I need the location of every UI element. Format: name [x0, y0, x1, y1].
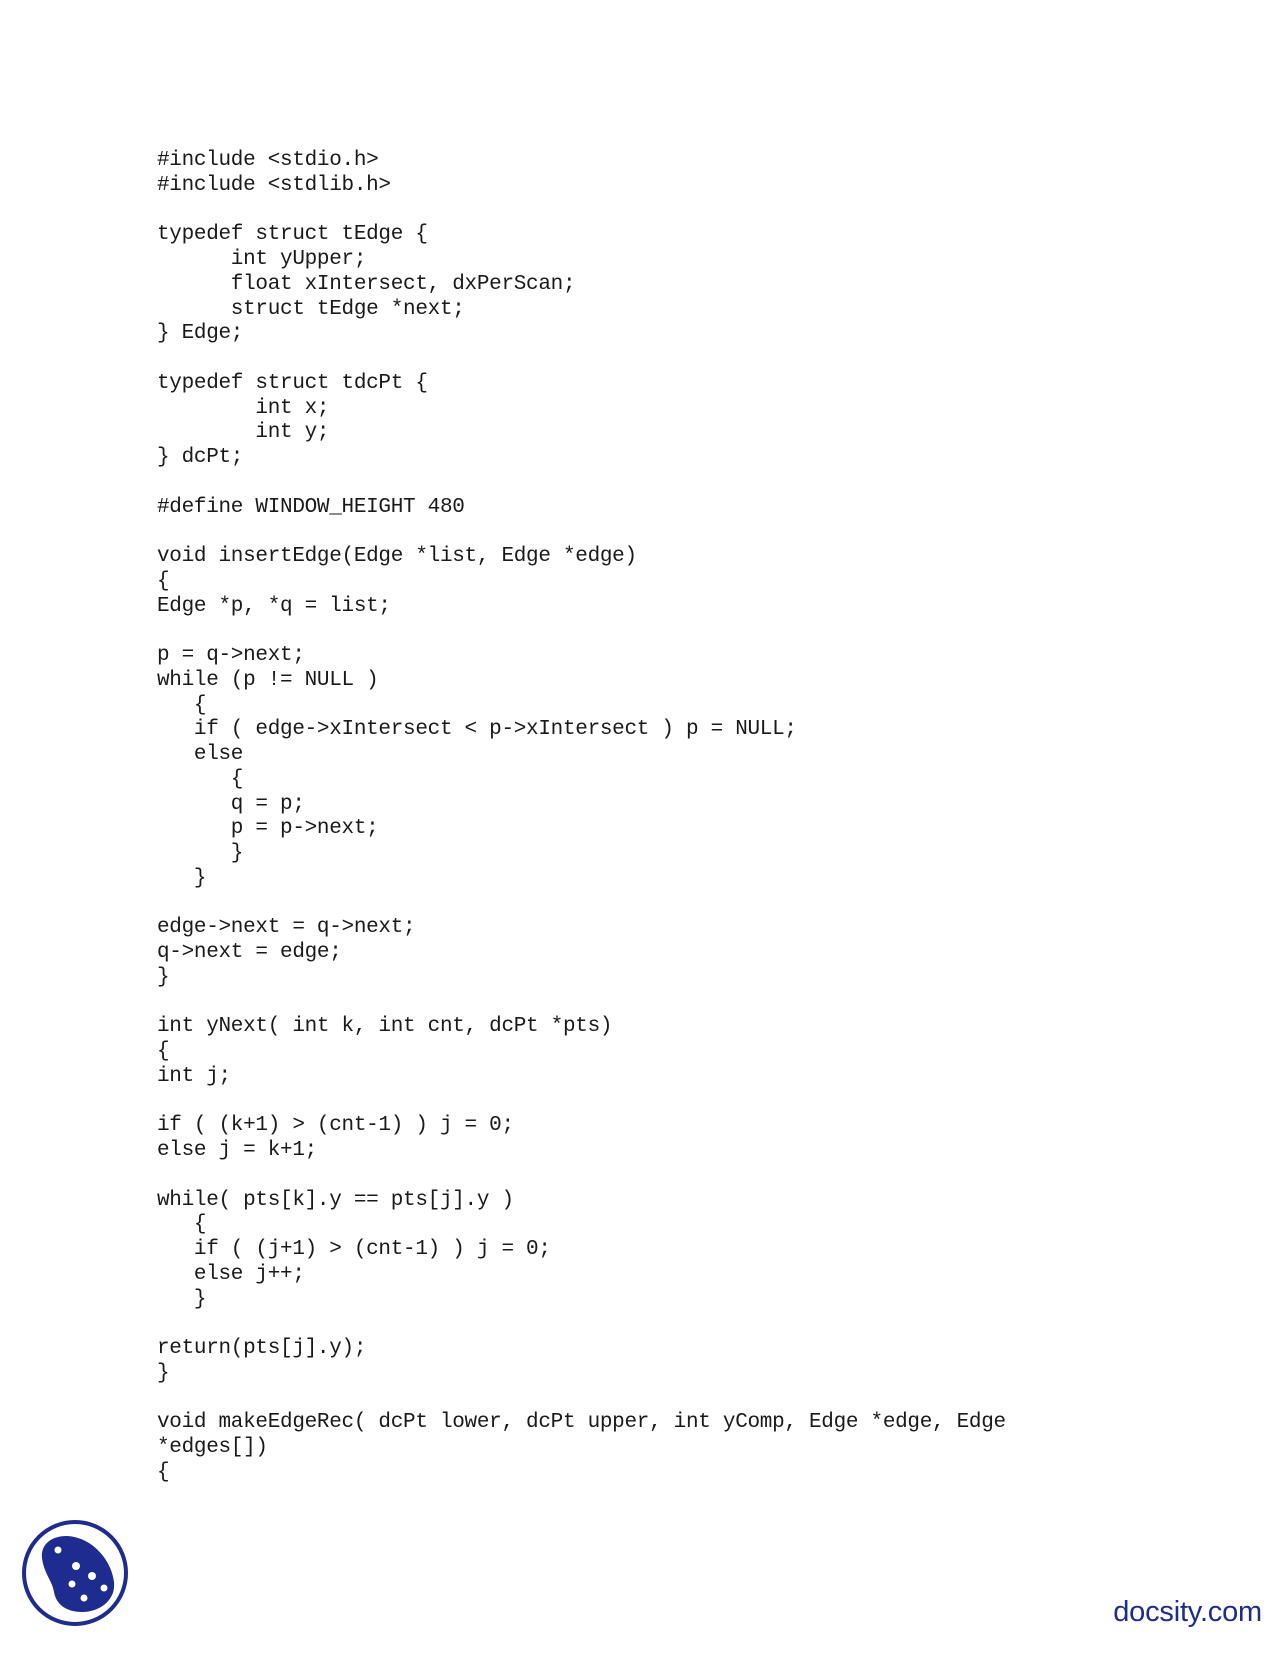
- code-line: int j;: [157, 1064, 231, 1088]
- code-line: typedef struct tEdge {: [157, 223, 428, 247]
- code-line: }: [157, 965, 170, 989]
- code-line: {: [157, 1040, 170, 1063]
- code-block: [157, 149, 1006, 1486]
- code-line: [157, 892, 1006, 917]
- code-line: {: [157, 767, 244, 791]
- code-line: {: [157, 1460, 170, 1484]
- code-line: [157, 199, 1006, 224]
- code-line: [157, 1090, 1006, 1115]
- code-line: [157, 1164, 1006, 1189]
- code-line: #define WINDOW_HEIGHT 480: [157, 495, 465, 519]
- code-line: if ( (j+1) > (cnt-1) ) j = 0;: [157, 1238, 551, 1261]
- code-line: [157, 1312, 1006, 1337]
- code-line: p = q->next;: [157, 644, 305, 667]
- code-line: }: [157, 842, 244, 865]
- code-line: } dcPt;: [157, 446, 244, 469]
- code-line: struct tEdge *next;: [157, 297, 465, 321]
- code-line: [157, 471, 1006, 496]
- code-line: #include <stdio.h>: [157, 149, 379, 172]
- code-line: int x;: [157, 396, 330, 420]
- code-line: Edge *p, *q = list;: [157, 594, 391, 618]
- docsity-brand-link[interactable]: docsity.com: [1113, 1596, 1262, 1628]
- code-line: edge->next = q->next;: [157, 916, 416, 940]
- code-line: if ( edge->xIntersect < p->xIntersect ) p = NULL;: [157, 718, 797, 742]
- code-line: int yUpper;: [157, 248, 367, 271]
- code-line: while( pts[k].y == pts[j].y ): [157, 1188, 514, 1212]
- code-line: #include <stdlib.h>: [157, 173, 391, 197]
- code-line: int y;: [157, 421, 330, 445]
- code-line: {: [157, 693, 207, 717]
- code-line: p = p->next;: [157, 817, 379, 841]
- docsity-logo-icon: [20, 1518, 130, 1628]
- code-line: while (p != NULL ): [157, 668, 379, 692]
- code-line: [157, 619, 1006, 644]
- code-line: [157, 520, 1006, 545]
- code-line: int yNext( int k, int cnt, dcPt *pts): [157, 1015, 613, 1039]
- code-line: typedef struct tdcPt {: [157, 371, 428, 395]
- code-line: else: [157, 743, 244, 766]
- code-line: {: [157, 569, 170, 593]
- code-line: float xIntersect, dxPerScan;: [157, 272, 576, 296]
- code-line: q->next = edge;: [157, 941, 342, 964]
- code-line: }: [157, 1361, 170, 1385]
- code-line: else j++;: [157, 1262, 305, 1286]
- code-line: if ( (k+1) > (cnt-1) ) j = 0;: [157, 1114, 514, 1138]
- code-line: else j = k+1;: [157, 1139, 317, 1162]
- code-line: [157, 347, 1006, 372]
- code-line: *edges[]): [157, 1436, 268, 1459]
- code-line: q = p;: [157, 792, 305, 816]
- code-line: {: [157, 1213, 207, 1237]
- code-line: }: [157, 1287, 207, 1311]
- code-line: return(pts[j].y);: [157, 1337, 367, 1360]
- code-line: [157, 991, 1006, 1016]
- code-line: void insertEdge(Edge *list, Edge *edge): [157, 545, 637, 568]
- code-line: [157, 1387, 1006, 1412]
- code-line: } Edge;: [157, 322, 244, 346]
- code-line: }: [157, 866, 207, 890]
- code-line: void makeEdgeRec( dcPt lower, dcPt upper, int yComp, Edge *edge, Edge: [157, 1411, 1006, 1435]
